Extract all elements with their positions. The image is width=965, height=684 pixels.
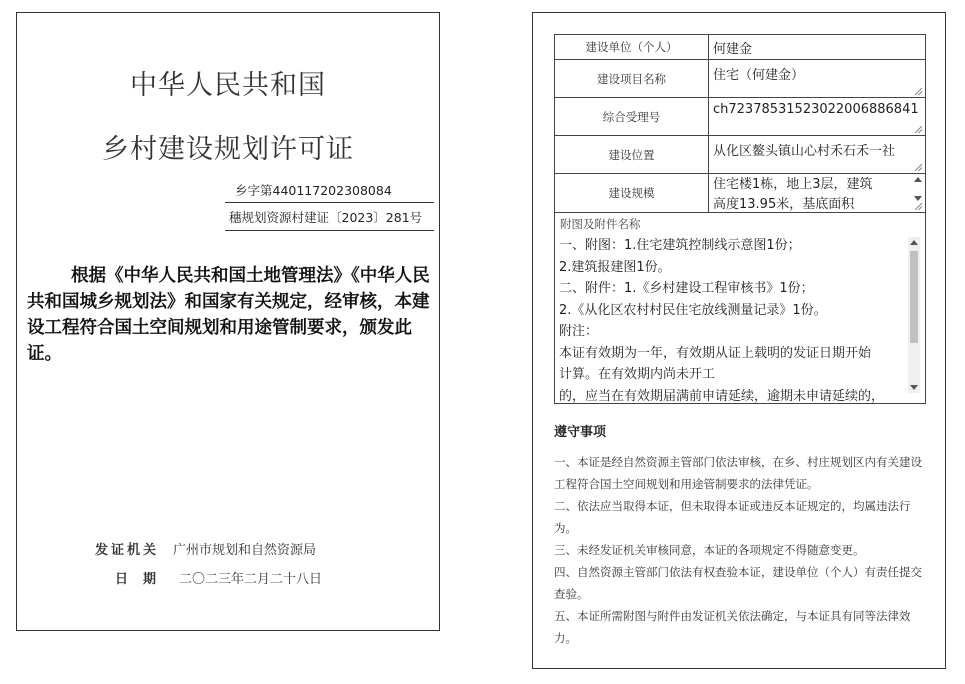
scale-value-line2: 高度13.95米，基底面积 (713, 197, 855, 212)
owner-value: 何建金 (713, 41, 753, 57)
resize-handle-icon[interactable] (915, 88, 922, 95)
resize-handle-icon[interactable] (915, 164, 922, 171)
location-field[interactable] (709, 136, 926, 174)
table-row (555, 98, 926, 136)
owner-label: 建设单位（个人） (555, 35, 709, 60)
attachment-line: 计算。在有效期内尚未开工 (559, 367, 716, 382)
scrollbar-thumb[interactable] (910, 251, 918, 343)
notice-item: 五、本证所需附图与附件由发证机关依法确定，与本证具有同等法律效力。 (554, 609, 911, 645)
attachment-line: 附注： (559, 324, 599, 339)
project-name-value: 住宅（何建金） (713, 68, 805, 83)
attachment-line: 2.建筑报建图1份。 (559, 259, 671, 275)
scroll-down-arrow-icon[interactable] (910, 385, 918, 390)
table-row (555, 60, 926, 98)
project-name-label: 建设项目名称 (555, 60, 709, 98)
scale-field[interactable] (709, 174, 926, 213)
notice-item: 四、自然资源主管部门依法有权查验本证，建设单位（个人）有责任提交查验。 (554, 565, 922, 601)
scale-label: 建设规模 (555, 174, 709, 213)
location-label: 建设位置 (555, 136, 709, 174)
project-name-field[interactable] (709, 60, 926, 98)
attachment-line: 2.《从化区农村村民住宅放线测量记录》1份。 (559, 302, 827, 318)
cert-number-field: 乡字第440117202308084 (225, 179, 434, 203)
attachment-line: 本证有效期为一年，有效期从证上载明的发证日期开始 (559, 345, 872, 361)
attachment-line: 一、附图：1.住宅建筑控制线示意图1份； (559, 238, 801, 253)
notices-list (554, 451, 928, 649)
project-info-table (554, 34, 926, 213)
acceptance-no-field[interactable] (709, 98, 926, 136)
date-label: 日期 (115, 572, 172, 587)
cert-code-field: 穗规划资源村建证〔2023〕281号 (225, 205, 434, 231)
table-row (555, 35, 926, 60)
scroll-down-arrow-icon[interactable] (914, 196, 922, 201)
resize-handle-icon[interactable] (915, 203, 922, 210)
table-row (555, 136, 926, 174)
attachments-section (554, 212, 926, 404)
certificate-title-country: 中华人民共和国 (130, 70, 326, 101)
location-value: 从化区鳌头镇山心村禾石禾一社 (713, 144, 896, 159)
date-value: 二〇二三年二月二十八日 (179, 572, 323, 587)
table-row (555, 174, 926, 213)
date-row (95, 568, 322, 587)
issuer-label: 发证机关 (95, 543, 160, 558)
certificate-detail-panel (532, 12, 946, 669)
notice-item: 一、本证是经自然资源主管部门依法审核，在乡、村庄规划区内有关建设工程符合国土空间规划和用途管制要求的法律凭证。 (554, 455, 922, 491)
acceptance-no-label: 综合受理号 (555, 98, 709, 136)
acceptance-no-value: ch72378531523022006886841 (713, 102, 919, 117)
certificate-front-panel (16, 12, 440, 631)
attachments-label: 附图及附件名称 (560, 217, 641, 231)
notices-title: 遵守事项 (554, 425, 607, 440)
certificate-title: 乡村建设规划许可证 (102, 134, 354, 165)
scroll-up-arrow-icon[interactable] (910, 240, 918, 245)
resize-handle-icon[interactable] (915, 126, 922, 133)
scroll-up-arrow-icon[interactable] (914, 177, 922, 182)
owner-field[interactable] (709, 35, 926, 60)
attachments-textarea[interactable] (559, 235, 903, 404)
issuer-value: 广州市规划和自然资源局 (173, 543, 317, 558)
attachments-scrollbar[interactable] (908, 237, 920, 393)
scale-field-scrollbar[interactable] (913, 175, 923, 203)
attachment-line: 的，应当在有效期届满前申请延续，逾期未申请延续的， (559, 388, 885, 404)
attachment-line: 二、附件：1.《乡村建设工程审核书》1份； (559, 281, 814, 296)
notice-item: 二、依法应当取得本证，但未取得本证或违反本证规定的，均属违法行为。 (554, 499, 911, 535)
certificate-statement: 根据《中华人民共和国土地管理法》《中华人民共和国城乡规划法》和国家有关规定，经审核，本建设工程符合国土空间规划和用途管制要求，颁发此证。 (27, 266, 430, 364)
issuer-row (95, 539, 316, 558)
notice-item: 三、未经发证机关审核同意，本证的各项规定不得随意变更。 (554, 543, 865, 557)
scale-value-line1: 住宅楼1栋，地上3层，建筑 (713, 177, 873, 192)
